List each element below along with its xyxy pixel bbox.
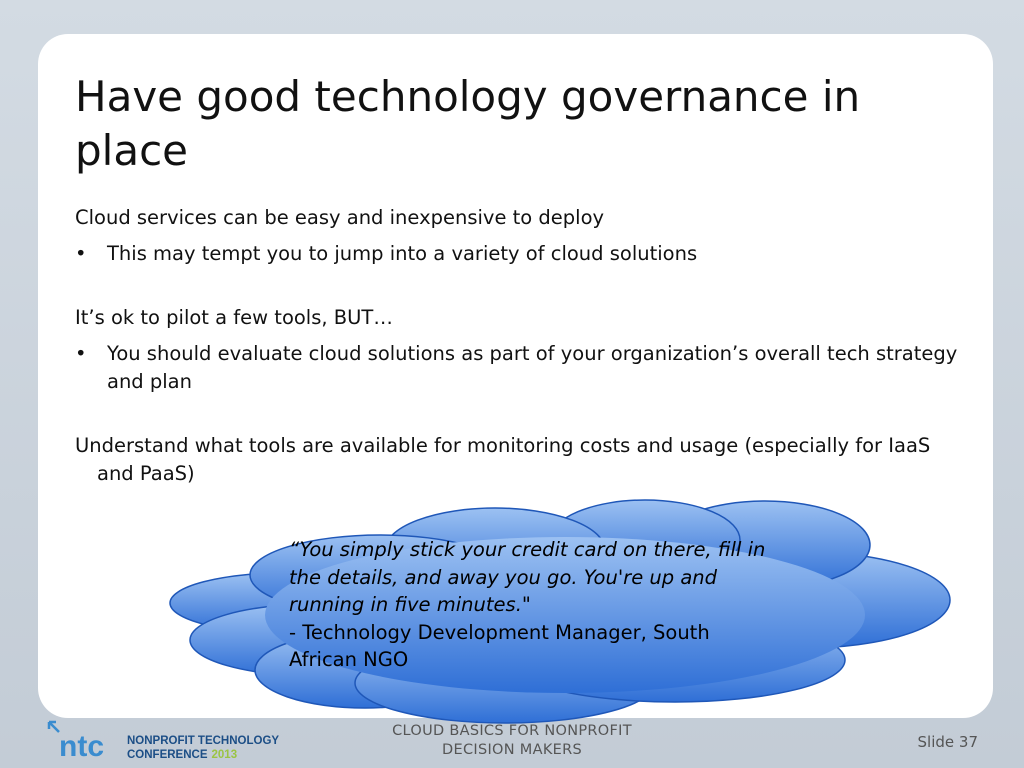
ntc-logo-mark: ntc bbox=[59, 730, 104, 763]
paragraph-monitoring: Understand what tools are available for monitoring costs and usage (especially for IaaS and PaaS) bbox=[75, 434, 931, 485]
bullet-text: This may tempt you to jump into a variety of cloud solutions bbox=[107, 242, 698, 265]
bullet-icon: • bbox=[75, 242, 87, 265]
footer-title: CLOUD BASICS FOR NONPROFIT DECISION MAKERS bbox=[392, 723, 632, 758]
bullet-icon: • bbox=[75, 342, 87, 365]
ntc-logo-line1: NONPROFIT TECHNOLOGY bbox=[127, 735, 280, 747]
slide-body bbox=[75, 204, 965, 488]
cloud-attribution: - Technology Development Manager, South African NGO bbox=[289, 620, 710, 671]
slide-title: Have good technology governance in place bbox=[75, 72, 861, 175]
paragraph-cloud-easy: Cloud services can be easy and inexpensive to deploy bbox=[75, 206, 605, 229]
bullet-text: You should evaluate cloud solutions as part of your organization’s overall tech strategy and plan bbox=[107, 342, 958, 393]
paragraph-pilot: It’s ok to pilot a few tools, BUT… bbox=[75, 306, 393, 329]
bullet-tempt bbox=[75, 240, 965, 268]
cloud-callout-text bbox=[289, 536, 789, 674]
ntc-logo-line2: CONFERENCE 2013 bbox=[127, 749, 238, 761]
slide-number: Slide 37 bbox=[917, 733, 978, 751]
bullet-evaluate bbox=[75, 340, 965, 396]
ntc-logo-icon bbox=[45, 716, 295, 764]
ntc-logo bbox=[45, 716, 295, 764]
cloud-quote: “You simply stick your credit card on there, fill in the details, and away you go. You're up and running in five minutes." bbox=[289, 538, 766, 616]
